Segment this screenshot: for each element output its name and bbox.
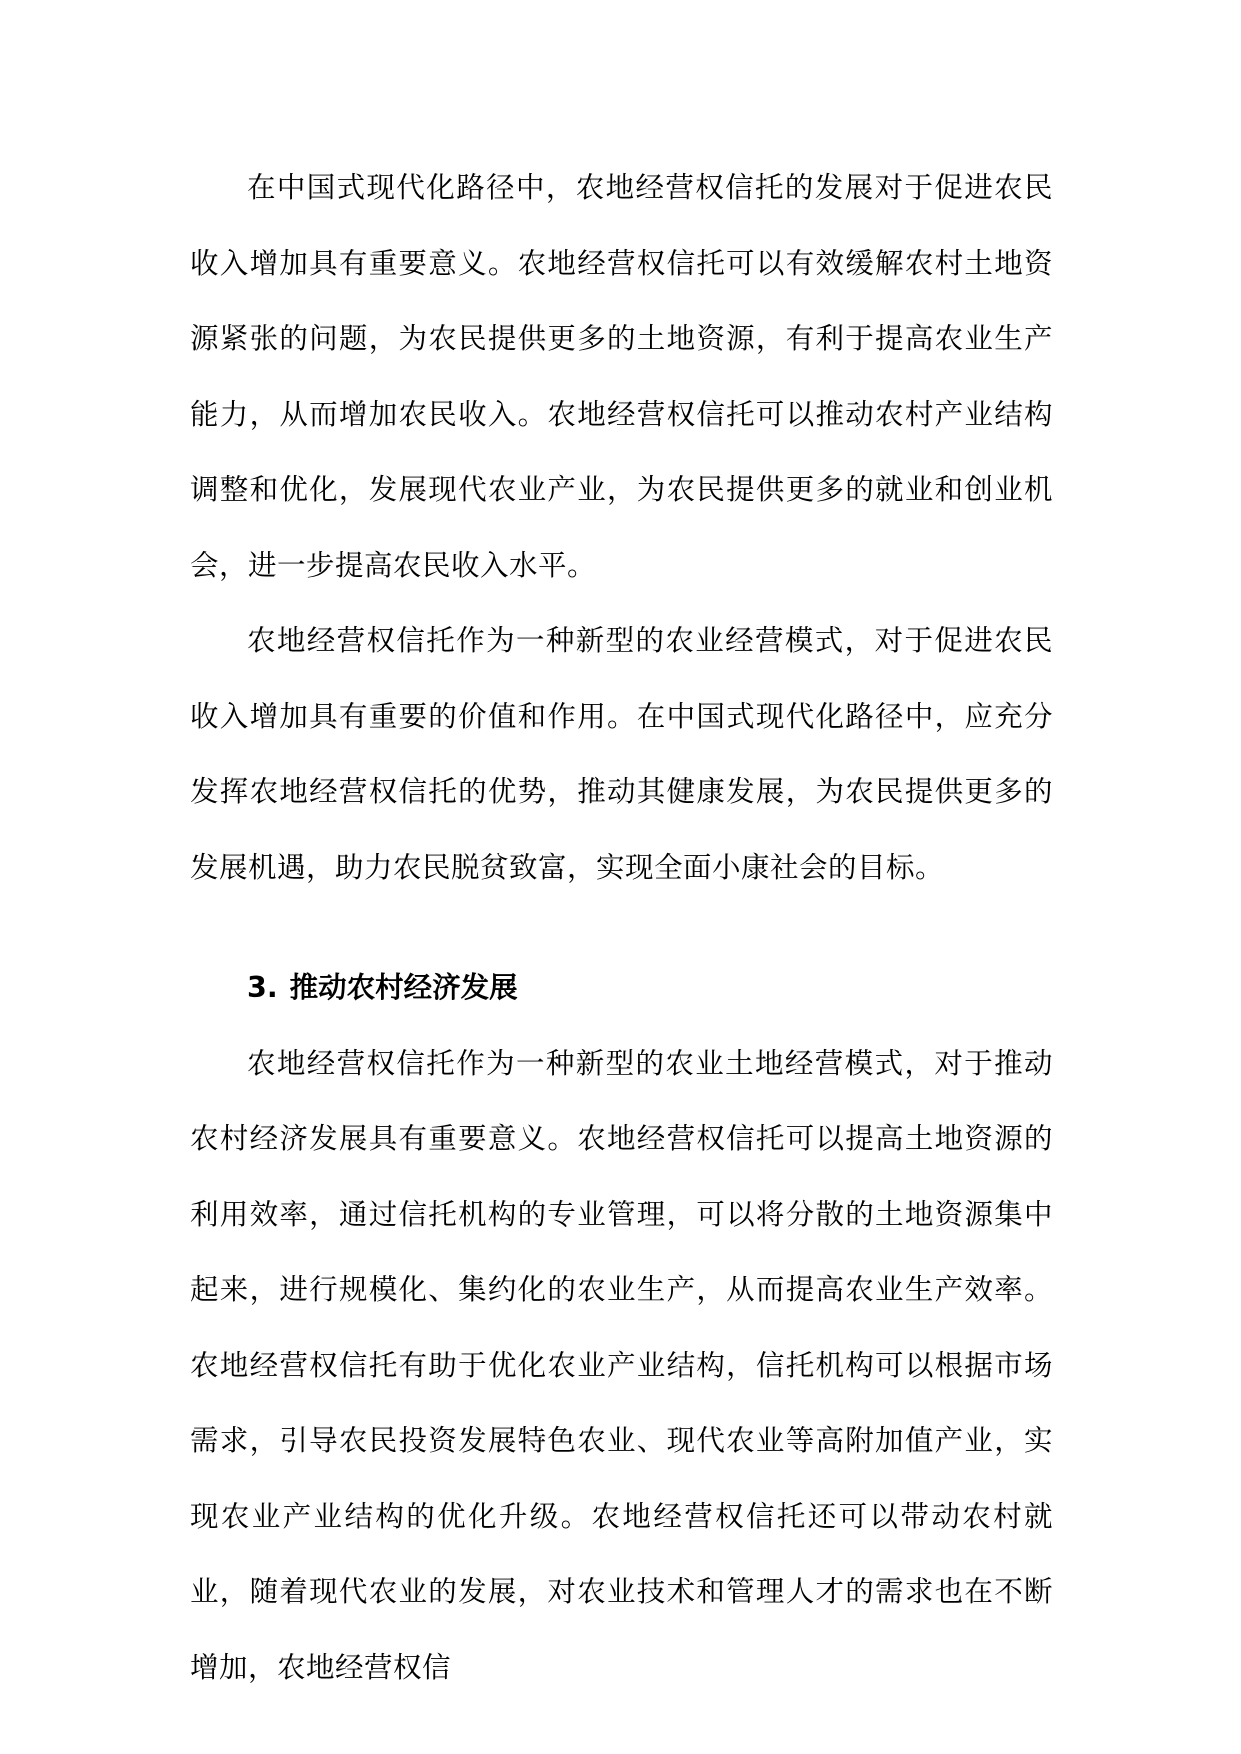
section-title: 推动农村经济发展 — [289, 971, 518, 1004]
body-paragraph-1: 在中国式现代化路径中，农地经营权信托的发展对于促进农民收入增加具有重要意义。农地经营权信托可以有效缓解农村土地资源紧张的问题，为农民提供更多的土地资源，有利于提高农业生产能力，从而增加农民收入。农地经营权信托可以推动农村产业结构调整和优化，发展现代农业产业，为农民提供更多的就业和创业机会，进一步提高农民收入水平。 — [190, 171, 1053, 582]
body-paragraph-3: 农地经营权信托作为一种新型的农业土地经营模式，对于推动农村经济发展具有重要意义。农地经营权信托可以提高土地资源的利用效率，通过信托机构的专业管理，可以将分散的土地资源集中起来，进行规模化、集约化的农业生产，从而提高农业生产效率。农地经营权信托有助于优化农业产业结构，信托机构可以根据市场需求，引导农民投资发展特色农业、现代农业等高附加值产业，实现农业产业结构的优化升级。农地经营权信托还可以带动农村就业，随着现代农业的发展，对农业技术和管理人才的需求也在不断增加，农地经营权信 — [190, 1046, 1053, 1684]
section-heading — [190, 950, 1053, 1026]
section-number: 3. — [247, 971, 278, 1004]
body-paragraph-2: 农地经营权信托作为一种新型的农业经营模式，对于促进农民收入增加具有重要的价值和作用。在中国式现代化路径中，应充分发挥农地经营权信托的优势，推动其健康发展，为农民提供更多的发展机遇，助力农民脱贫致富，实现全面小康社会的目标。 — [190, 624, 1053, 884]
